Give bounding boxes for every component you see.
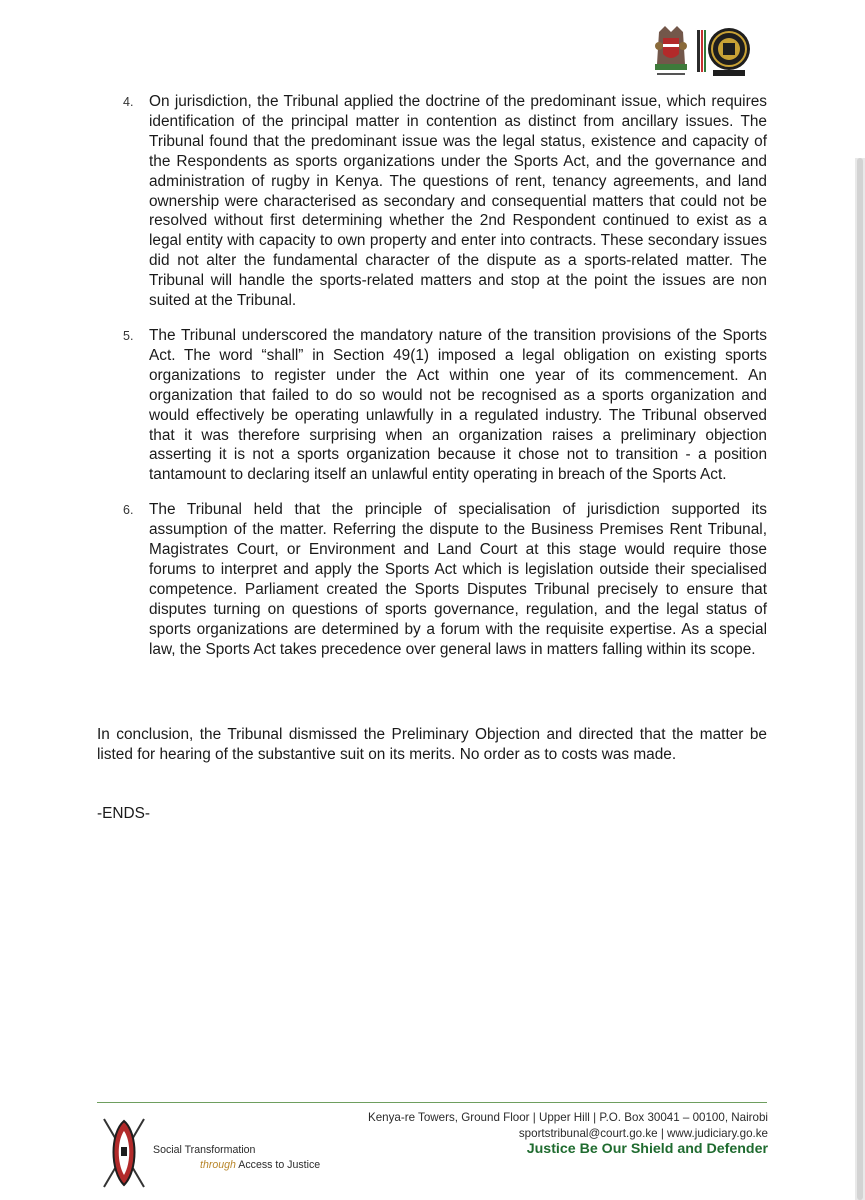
footer-motto: Justice Be Our Shield and Defender	[526, 1141, 768, 1157]
slogan-line-2	[153, 1158, 320, 1173]
scrollbar[interactable]	[855, 158, 865, 1200]
slogan-highlight: through	[200, 1159, 236, 1171]
judiciary-seal-icon	[708, 28, 750, 76]
list-item	[97, 92, 767, 311]
list-item-number: 6.	[123, 503, 134, 518]
list-item-text: On jurisdiction, the Tribunal applied the doctrine of the predominant issue, which requires identification of the principal matter in contention as distinct from ancillary issues. The Tribunal found that the predominant issue was the legal status, existence and capacity of the Respondents as sports organizations under the Sports Act, and the governance and administration of rugby in Kenya. The questions of rent, tenancy agreements, and land ownership were characterised as secondary and consequential matters that could not be resolved without first determining whether the 2nd Respondent continued to exist as a legal entity with capacity to own property and enter into contracts. These secondary issues did not alter the fundamental character of the dispute as a sports-related matter. The Tribunal will handle the sports-related matters and stop at the point the issues are non suited at the Tribunal.	[149, 93, 767, 310]
shield-spears-icon	[98, 1113, 150, 1193]
header-logos	[653, 24, 753, 80]
list-item	[97, 326, 767, 485]
slogan-rest: Access to Justice	[235, 1159, 321, 1171]
ends-marker: -ENDS-	[97, 805, 151, 822]
list-item-number: 4.	[123, 95, 134, 109]
scrollbar-thumb[interactable]	[857, 158, 863, 1200]
contact-line: sportstribunal@court.go.ke | www.judiciary.go.ke	[518, 1127, 768, 1140]
footer-divider	[97, 1102, 767, 1103]
list-item-number: 5.	[123, 328, 134, 343]
address-line: Kenya-re Towers, Ground Floor | Upper Hill | P.O. Box 30041 – 00100, Nairobi	[368, 1111, 768, 1124]
conclusion-paragraph: In conclusion, the Tribunal dismissed the Preliminary Objection and directed that the matter be listed for hearing of the substantive suit on its merits. No order as to costs was made.	[97, 726, 767, 763]
list-item-text: The Tribunal held that the principle of specialisation of jurisdiction supported its assumption of the matter. Referring the dispute to the Business Premises Rent Tribunal, Magistrates Court, or Environment and Land Court at this stage would require those forums to interpret and apply the Sports Act which is legislation outside their specialised competence. Parliament created the Sports Disputes Tribunal precisely to ensure that disputes turning on questions of sports governance, regulation, and the legal status of sports organizations are determined by a forum with the requisite expertise. As a special law, the Sports Act takes precedence over general laws in matters falling within its scope.	[149, 501, 767, 658]
footer-slogan	[153, 1143, 320, 1173]
coat-of-arms-icon	[653, 24, 753, 80]
list-item	[97, 500, 767, 659]
slogan-line-1: Social Transformation	[153, 1144, 256, 1156]
footer-address	[368, 1110, 768, 1142]
findings-list	[97, 92, 767, 674]
list-item-text: The Tribunal underscored the mandatory nature of the transition provisions of the Sports Act. The word “shall” in Section 49(1) imposed a legal obligation on existing sports organizations to register under the Act within one year of its commencement. An organization that failed to do so would not be recognised as a sports organization and would effectively be operating unlawfully in a regulated industry. The Tribunal observed that it was therefore surprising when an organization raises a preliminary objection asserting it is not a sports organization because it chose not to transition - a position tantamount to declaring itself an unlawful entity operating in breach of the Sports Act.	[149, 326, 767, 484]
